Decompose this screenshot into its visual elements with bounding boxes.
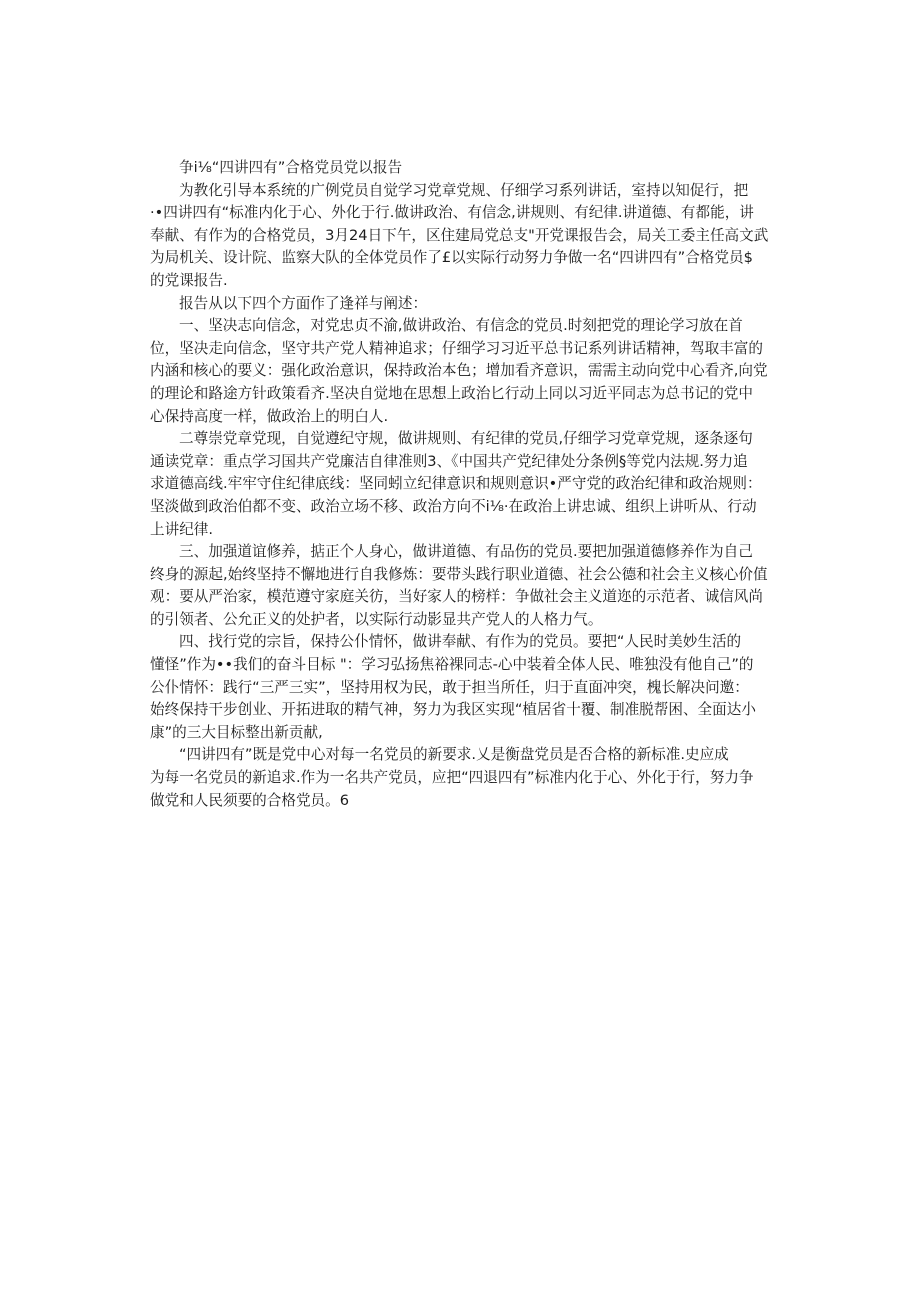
paragraph-conclusion: “四讲四有”既是党中心对每一名党员的新要求.乂是衡盘党员是否合格的新标准.史应成 为每一名党员的新追求.作为一名共产党员，应把“四退四有”标准内化于心、外化于行，努力争 做党和人民须要的合格党员。6	[150, 746, 754, 809]
paragraph-overview: 报告从以下四个方面作了逢祥与阐述：	[179, 294, 428, 312]
document-body	[150, 157, 786, 812]
paragraph-intro: 为教化引导本系统的广例党员自觉学习党章党规、仔细学习系列讲话，室持以知促行，把 ·•四讲四有“标准内化于心、外化于行.做讲政治、有信念,讲规则、有纪律.讲道德、有都能，讲 奉献、有作为的合格党员，3月24日下午，区住建局党总支"开党课报告会，局关工委主任高文武 为局机关、设计院、监察大队的全体党员作了£以实际行动努力争做一名“四讲四有”合格党员$ 的党课报告.	[150, 181, 769, 289]
paragraph-point-four: 四、找行党的宗旨，保持公仆情怀，做讲奉献、有作为的党员。要把“人民时美妙生活的 懂怪”作为••我们的奋斗目标 "：学习弘扬焦裕裸同志-心中装着全体人民、唯独没有他自己”的 公仆情怀：践行“三严三实”，坚持用权为民，敢于担当所任，归于直面冲突，槐长解决问邀： 始终保持干步创业、开拓进取的精气神，努力为我区实现“植居省十覆、制准脱帮困、全面达小 康”的三大目标整出新贡献,	[150, 633, 756, 741]
paragraph-point-one: 一、坚决志向信念，对党忠贞不渝,做讲政治、有信念的党员.时刻把党的理论学习放在首 位，坚决走向信念，坚守共产党人精神追求；仔细学习习近平总书记系列讲话精神，驾取丰富的 内涵和核心的要义：强化政治意识，保持政治本色；增加看齐意识，需需主动向党中心看齐,向党 的理论和路途方针政策看齐.坚决自觉地在思想上政治匕行动上同以习近平同志为总书记的党中 心保持高度一样，做政治上的明白人.	[150, 317, 768, 425]
paragraph-point-three: 三、加强道谊修养，掂正个人身心，做讲道德、有品伤的党员.要把加强道德修养作为自己 终身的源起,始终坚持不懈地进行自我修炼：要带头践行职业道德、社会公德和社会主义核心价值 观：要从严治家，模范遵守家庭关彷，当好家人的榜样：争做社会主义道迩的示范者、诚信风尚 的引领者、公允正义的处护者，以实际行动影显共产党人的人格力气。	[150, 543, 768, 628]
paragraph-point-two: 二尊崇党章党现，自觉遵纪守规，做讲规则、有纪律的党员,仔细学习党章党规，逐条逐句 通读党章：重点学习国共产党廉洁自律准则3、《中国共产党纪律处分条例§等党内法规.努力追 求道德高线.牢牢守住纪律底线：坚同蚓立纪律意识和规则意识•严守党的政治纪律和政治规则： 坚淡做到政治伯都不变、政治立场不移、政治方向不i⅛·在政治上讲忠诚、组织上讲听从、行动 上讲纪律.	[150, 430, 762, 538]
document-title: 争i⅛“四讲四有”合格党员党以报告	[179, 159, 403, 176]
